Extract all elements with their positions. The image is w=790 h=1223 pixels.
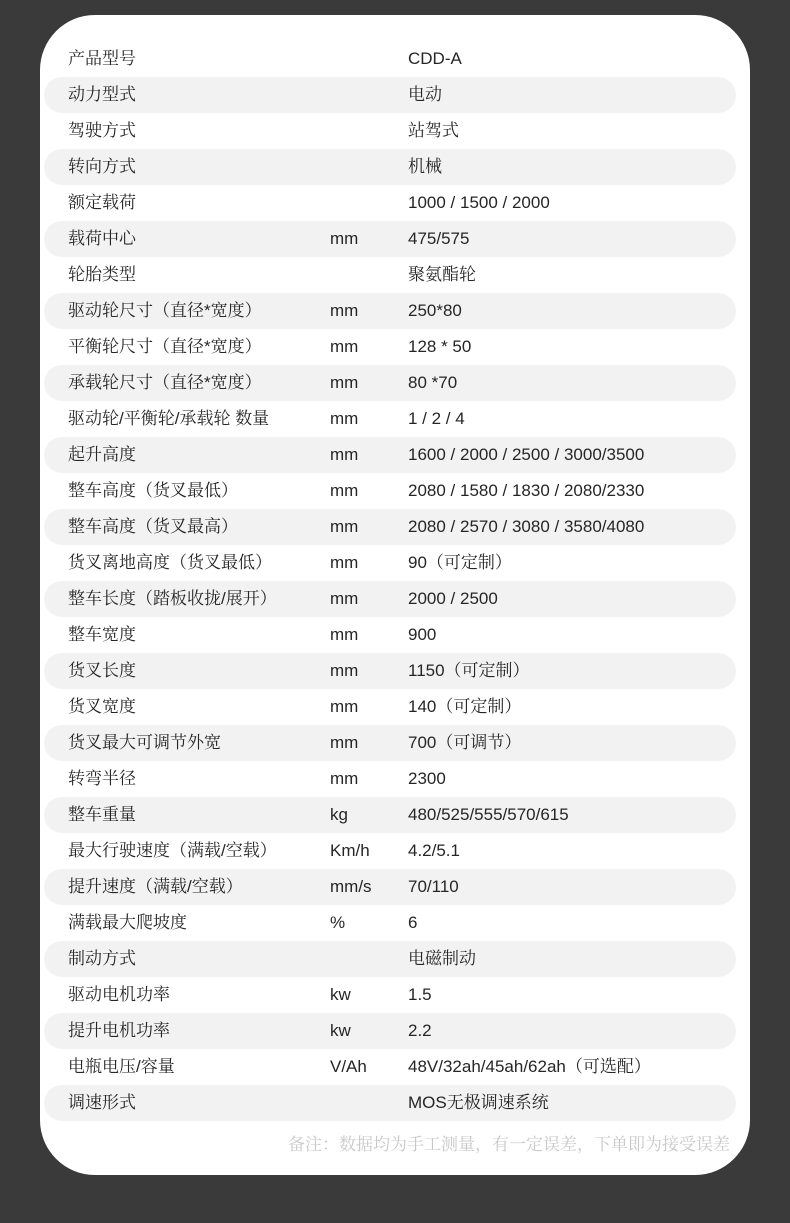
spec-value: 700（可调节） — [408, 733, 522, 752]
spec-label: 额定载荷 — [68, 193, 136, 212]
spec-label: 提升电机功率 — [68, 1021, 170, 1040]
spec-value: MOS无极调速系统 — [408, 1093, 549, 1112]
spec-unit: mm — [330, 697, 359, 716]
spec-unit: Km/h — [330, 841, 370, 860]
spec-unit: kw — [330, 985, 351, 1004]
spec-unit: % — [330, 913, 346, 932]
spec-label: 驱动轮/平衡轮/承载轮 数量 — [68, 409, 270, 428]
spec-value: 128 * 50 — [408, 337, 472, 356]
spec-row — [44, 581, 736, 617]
spec-label: 电瓶电压/容量 — [68, 1057, 175, 1076]
spec-value: 2300 — [408, 769, 446, 788]
spec-row — [44, 833, 736, 869]
spec-unit: V/Ah — [330, 1057, 367, 1076]
spec-label: 整车重量 — [68, 805, 136, 824]
spec-row — [44, 185, 736, 221]
spec-unit: mm — [330, 661, 359, 680]
spec-row — [44, 761, 736, 797]
spec-value: 6 — [408, 913, 418, 932]
spec-label: 载荷中心 — [68, 229, 136, 248]
spec-label: 轮胎类型 — [68, 265, 136, 284]
spec-label: 平衡轮尺寸（直径*宽度） — [68, 337, 262, 356]
spec-row — [44, 509, 736, 545]
spec-row — [44, 941, 736, 977]
spec-unit: mm — [330, 373, 359, 392]
spec-row — [44, 113, 736, 149]
spec-row — [44, 905, 736, 941]
spec-row — [44, 1049, 736, 1085]
spec-value: 1000 / 1500 / 2000 — [408, 193, 550, 212]
spec-row — [44, 257, 736, 293]
spec-unit: mm — [330, 589, 359, 608]
spec-value: 站驾式 — [408, 121, 459, 140]
spec-row — [44, 473, 736, 509]
spec-label: 货叉离地高度（货叉最低） — [68, 553, 272, 572]
spec-row — [44, 77, 736, 113]
spec-value: 机械 — [408, 157, 442, 176]
spec-unit: kg — [330, 805, 348, 824]
spec-row — [44, 653, 736, 689]
spec-value: 电动 — [408, 85, 442, 104]
spec-value: 4.2/5.1 — [408, 841, 460, 860]
spec-label: 制动方式 — [68, 949, 136, 968]
spec-unit: mm/s — [330, 877, 372, 896]
spec-unit: mm — [330, 553, 359, 572]
spec-row — [44, 617, 736, 653]
spec-row — [44, 689, 736, 725]
spec-row — [44, 977, 736, 1013]
spec-value: 电磁制动 — [408, 949, 476, 968]
spec-row — [44, 221, 736, 257]
spec-card — [40, 15, 750, 1175]
spec-value: 480/525/555/570/615 — [408, 805, 569, 824]
spec-row — [44, 1013, 736, 1049]
spec-unit: mm — [330, 769, 359, 788]
spec-label: 货叉长度 — [68, 661, 136, 680]
spec-label: 转向方式 — [68, 157, 136, 176]
spec-value: 2000 / 2500 — [408, 589, 498, 608]
spec-label: 驱动轮尺寸（直径*宽度） — [68, 301, 262, 320]
spec-label: 转弯半径 — [68, 769, 136, 788]
spec-value: CDD-A — [408, 49, 462, 68]
spec-row — [44, 365, 736, 401]
spec-label: 承载轮尺寸（直径*宽度） — [68, 373, 262, 392]
spec-label: 货叉宽度 — [68, 697, 136, 716]
spec-label: 整车宽度 — [68, 625, 136, 644]
spec-row — [44, 41, 736, 77]
spec-value: 聚氨酯轮 — [408, 265, 476, 284]
spec-row — [44, 437, 736, 473]
spec-value: 1150（可定制） — [408, 661, 530, 680]
spec-unit: mm — [330, 517, 359, 536]
footer-note: 备注：数据均为手工测量，有一定误差，下单即为接受误差 — [288, 1135, 730, 1154]
spec-label: 调速形式 — [68, 1093, 136, 1112]
spec-value: 900 — [408, 625, 437, 644]
spec-unit: kw — [330, 1021, 351, 1040]
spec-label: 最大行驶速度（满载/空载） — [68, 841, 277, 860]
spec-unit: mm — [330, 301, 359, 320]
spec-label: 整车高度（货叉最高） — [68, 517, 238, 536]
spec-label: 整车高度（货叉最低） — [68, 481, 238, 500]
spec-row — [44, 545, 736, 581]
spec-unit: mm — [330, 481, 359, 500]
spec-row — [44, 329, 736, 365]
spec-label: 驱动电机功率 — [68, 985, 170, 1004]
spec-value: 90（可定制） — [408, 553, 512, 572]
spec-row — [44, 725, 736, 761]
spec-value: 250*80 — [408, 301, 462, 320]
spec-value: 140（可定制） — [408, 697, 522, 716]
spec-row — [44, 149, 736, 185]
spec-value: 2080 / 1580 / 1830 / 2080/2330 — [408, 481, 645, 500]
spec-value: 1 / 2 / 4 — [408, 409, 465, 428]
spec-value: 70/110 — [408, 877, 459, 896]
spec-label: 驾驶方式 — [68, 121, 136, 140]
spec-label: 产品型号 — [68, 49, 136, 68]
spec-row — [44, 1085, 736, 1121]
spec-row — [44, 401, 736, 437]
spec-label: 满载最大爬坡度 — [68, 913, 187, 932]
spec-unit: mm — [330, 445, 359, 464]
spec-label: 整车长度（踏板收拢/展开） — [68, 589, 277, 608]
spec-unit: mm — [330, 409, 359, 428]
spec-label: 动力型式 — [68, 85, 136, 104]
spec-unit: mm — [330, 625, 359, 644]
spec-label: 起升高度 — [68, 445, 136, 464]
spec-row — [44, 797, 736, 833]
spec-value: 48V/32ah/45ah/62ah（可选配） — [408, 1057, 651, 1076]
spec-label: 货叉最大可调节外宽 — [68, 733, 221, 752]
spec-table — [44, 41, 736, 1121]
spec-value: 1600 / 2000 / 2500 / 3000/3500 — [408, 445, 645, 464]
spec-row — [44, 293, 736, 329]
spec-row — [44, 869, 736, 905]
spec-value: 80 *70 — [408, 373, 458, 392]
spec-value: 1.5 — [408, 985, 432, 1004]
spec-value: 475/575 — [408, 229, 470, 248]
spec-value: 2.2 — [408, 1021, 432, 1040]
spec-label: 提升速度（满载/空载） — [68, 877, 243, 896]
spec-unit: mm — [330, 229, 359, 248]
spec-value: 2080 / 2570 / 3080 / 3580/4080 — [408, 517, 645, 536]
spec-unit: mm — [330, 337, 359, 356]
spec-unit: mm — [330, 733, 359, 752]
